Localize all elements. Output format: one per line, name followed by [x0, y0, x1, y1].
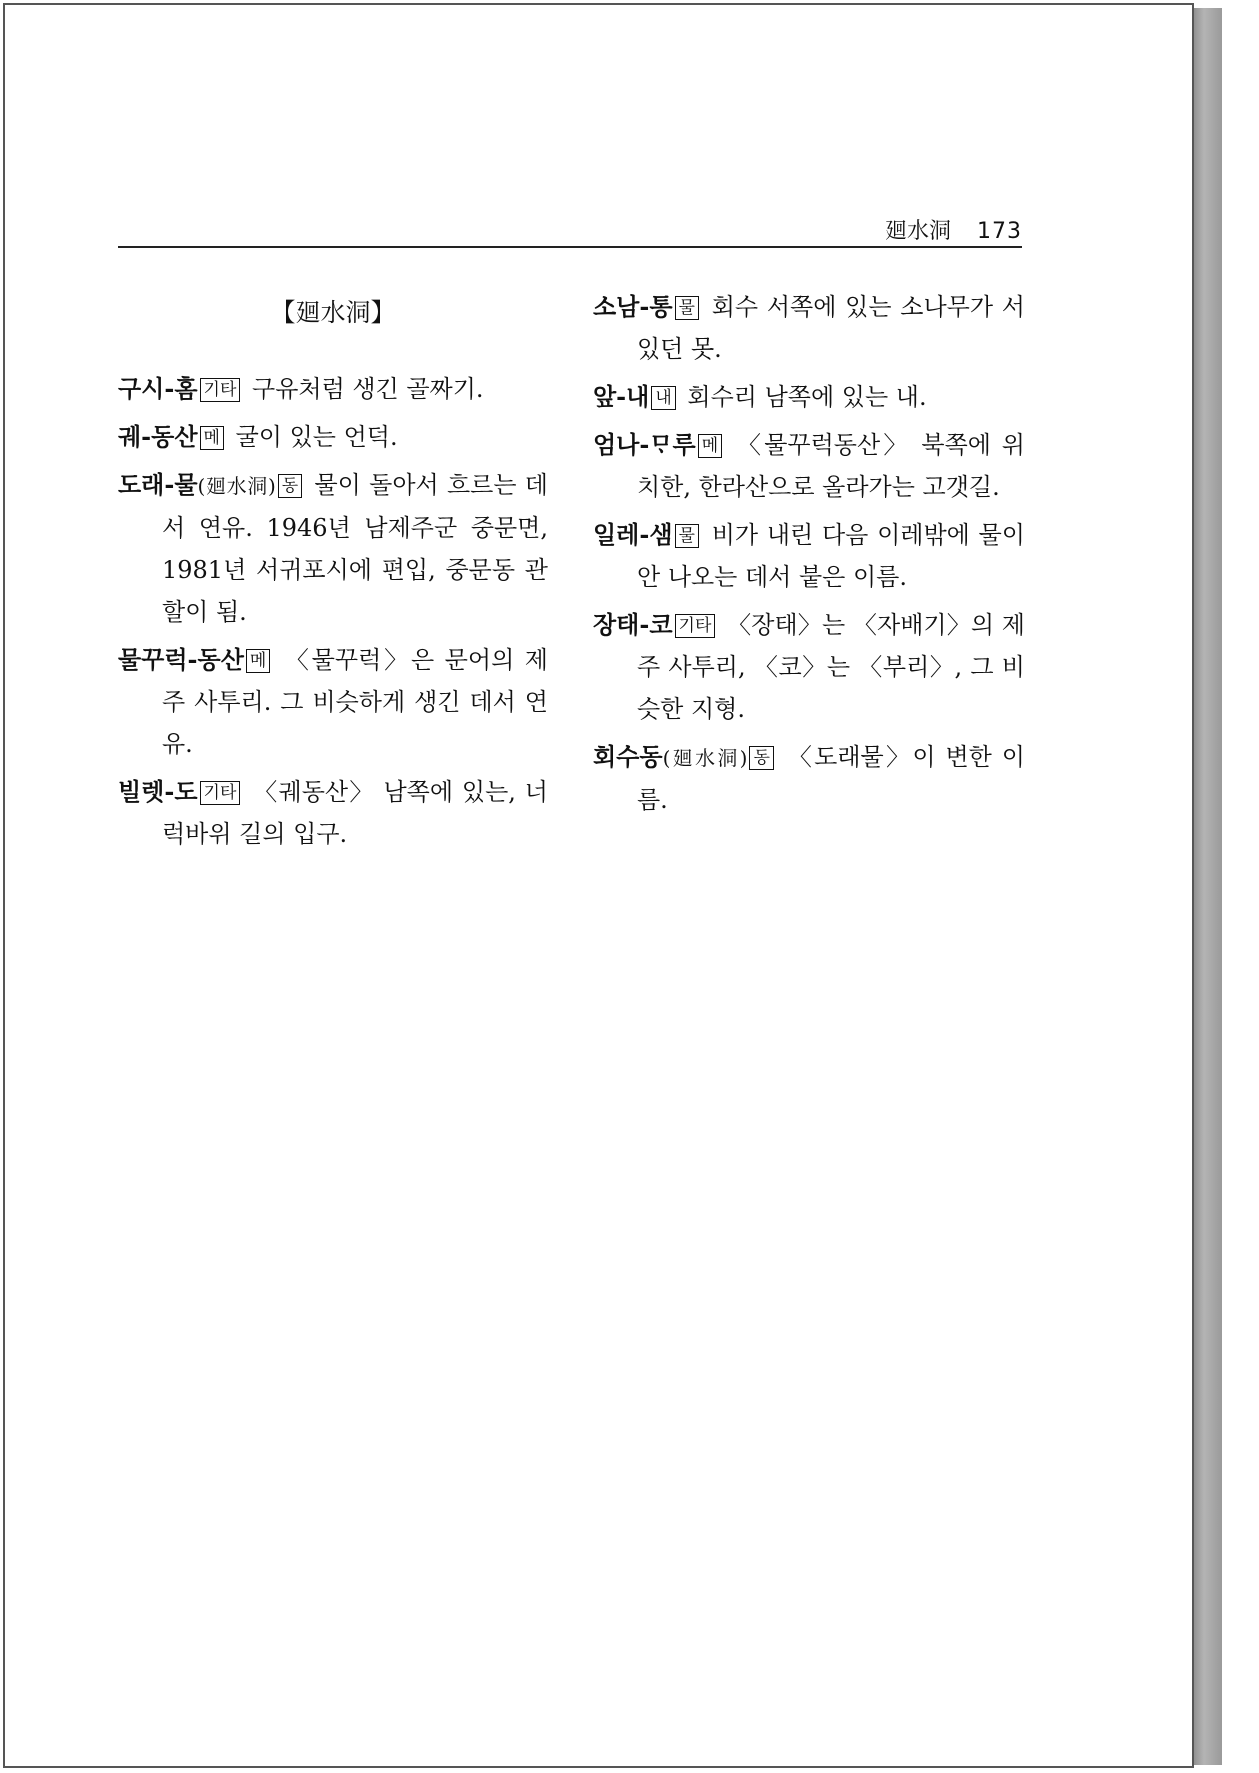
entry-headword: 회수동	[593, 742, 663, 771]
entry-headword: 장태-코	[593, 610, 673, 639]
dictionary-entry	[118, 416, 548, 458]
entry-headword: 궤-동산	[118, 422, 198, 451]
dictionary-entry	[593, 604, 1025, 730]
entry-definition: 〈물꾸럭동산〉 북쪽에 위치한, 한라산으로 올라가는 고갯길.	[637, 431, 1025, 501]
right-column	[593, 286, 1025, 827]
dictionary-entry	[118, 368, 548, 410]
dictionary-entry	[593, 514, 1025, 598]
entry-category-tag: 메	[246, 649, 270, 673]
entry-headword: 앞-내	[593, 382, 650, 411]
running-head	[118, 208, 1022, 248]
page-edge-shadow	[1192, 8, 1222, 1765]
entry-definition: 〈장태〉는 〈자배기〉의 제주 사투리, 〈코〉는 〈부리〉, 그 비슷한 지형.	[637, 611, 1025, 723]
dictionary-entry	[593, 424, 1025, 508]
entry-hanja: (廻水洞)	[197, 474, 276, 498]
dictionary-entry	[118, 771, 548, 855]
dictionary-entry	[118, 639, 548, 765]
dictionary-entry	[593, 286, 1025, 370]
entry-definition: 〈궤동산〉 남쪽에 있는, 너럭바위 길의 입구.	[162, 778, 548, 848]
entry-category-tag: 메	[200, 426, 224, 450]
entry-headword: 엄나-ᄆᆞ루	[593, 430, 696, 459]
entry-definition: 〈도래물〉이 변한 이름.	[637, 743, 1025, 814]
dictionary-entry	[118, 464, 548, 633]
entry-category-tag: 기타	[675, 614, 716, 638]
entry-category-tag: 기타	[200, 378, 241, 402]
entry-definition: 물이 돌아서 흐르는 데서 연유. 1946년 남제주군 중문면, 1981년 서귀포시에 편입, 중문동 관할이 됨.	[162, 471, 548, 626]
entry-category-tag: 기타	[200, 781, 241, 805]
entry-category-tag: 내	[651, 386, 675, 410]
dictionary-entry	[593, 376, 1025, 418]
entry-definition: 구유처럼 생긴 골짜기.	[252, 375, 484, 403]
entry-headword: 일레-샘	[593, 520, 673, 549]
entry-headword: 구시-홈	[118, 374, 198, 403]
entry-hanja: (廻水洞)	[662, 746, 748, 770]
entry-category-tag: 메	[698, 434, 722, 458]
entry-headword: 물꾸럭-동산	[118, 645, 244, 674]
entry-headword: 빌렛-도	[118, 777, 198, 806]
running-head-title: 廻水洞	[884, 219, 951, 244]
section-title: 【廻水洞】	[270, 298, 396, 327]
running-head-text	[885, 214, 1022, 245]
entry-definition: 〈물꾸럭〉은 문어의 제주 사투리. 그 비슷하게 생긴 데서 연유.	[162, 646, 548, 758]
entry-definition: 비가 내린 다음 이레밖에 물이 안 나오는 데서 붙은 이름.	[637, 521, 1025, 591]
entry-category-tag: 물	[675, 524, 699, 548]
dictionary-entry	[593, 736, 1025, 821]
book-page	[3, 3, 1194, 1768]
left-column	[118, 286, 548, 861]
page-number: 173	[977, 219, 1022, 244]
entry-headword: 소남-통	[593, 292, 673, 321]
entry-category-tag: 동	[278, 474, 302, 498]
entry-definition: 굴이 있는 언덕.	[235, 423, 398, 451]
entry-definition: 회수리 남쪽에 있는 내.	[687, 383, 927, 411]
entry-category-tag: 동	[749, 746, 773, 770]
entry-category-tag: 물	[675, 296, 699, 320]
entry-definition: 회수 서쪽에 있는 소나무가 서 있던 못.	[637, 293, 1025, 363]
entry-headword: 도래-물	[118, 470, 198, 499]
